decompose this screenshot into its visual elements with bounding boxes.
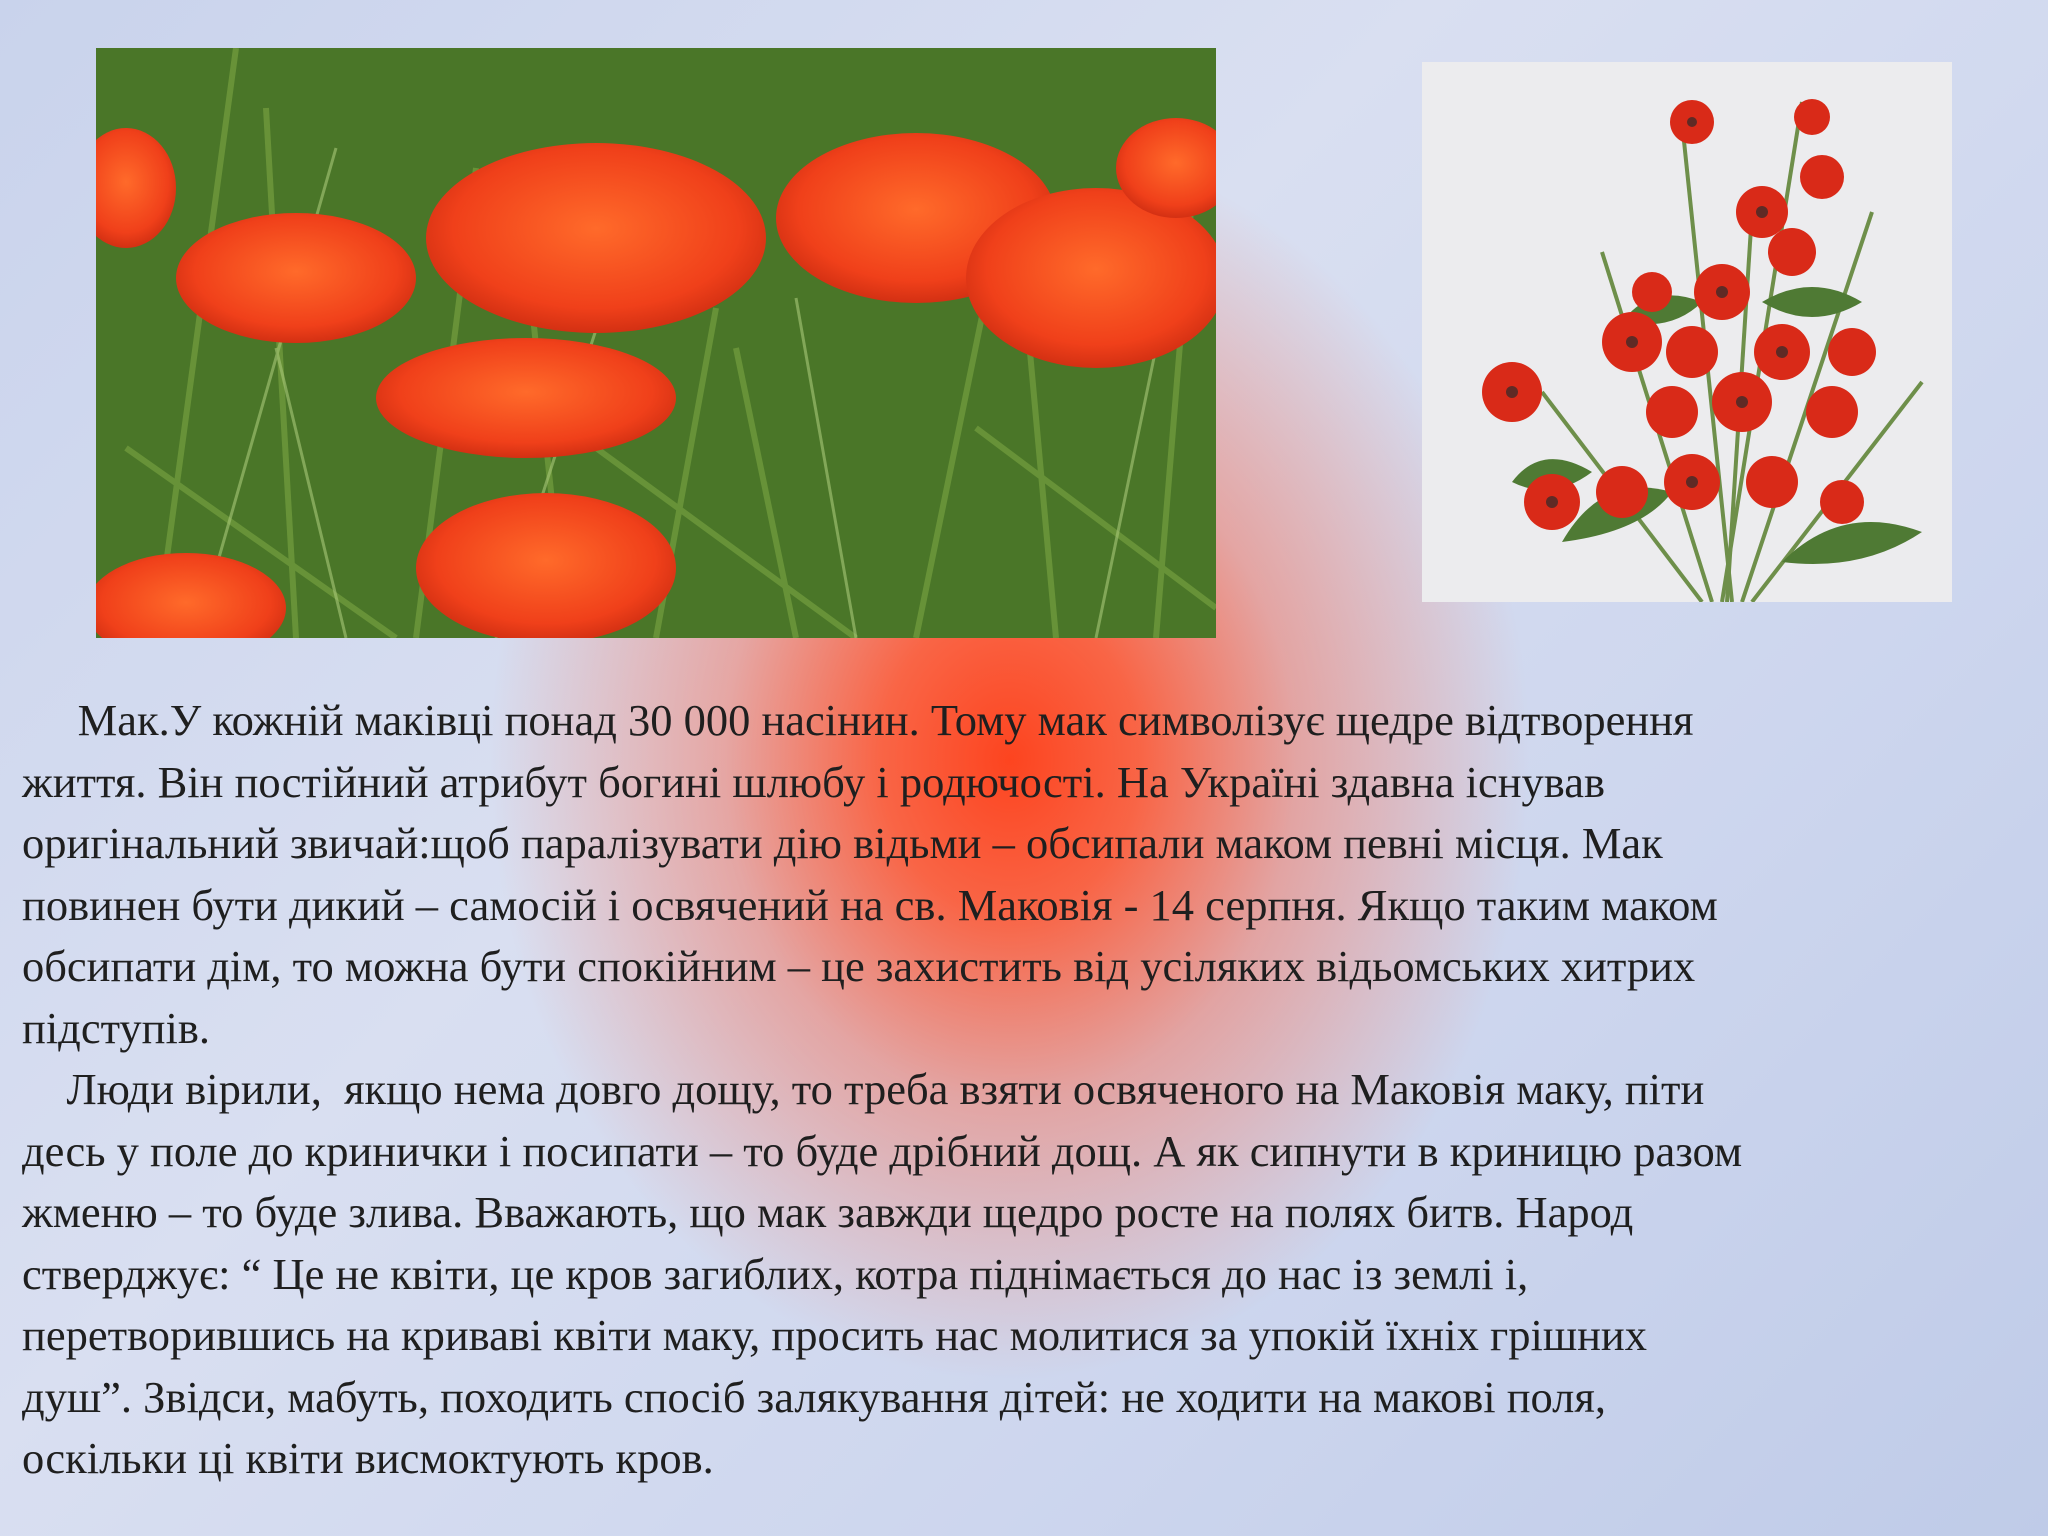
paragraph-1-line: підступів.: [22, 1002, 210, 1053]
paragraph-1-line: Мак.У кожній маківці понад 30 000 насінин. Тому мак символізує щедре відтворення: [22, 695, 1694, 745]
paragraph-1-line: обсипати дім, то можна бути спокійним – це захистить від усіляких відьомських хитрих: [22, 941, 1696, 991]
paragraph-1-line: оригінальний звичай:щоб паралізувати дію відьми – обсипали маком певні місця. Мак: [22, 818, 1663, 868]
poppy-caption-text: [22, 690, 2022, 1490]
paragraph-2-line: оскільки ці квіти висмоктують кров.: [22, 1433, 714, 1483]
poppy-field-image: [96, 48, 1216, 638]
poppy-bouquet-image: [1422, 62, 1952, 602]
paragraph-2-line: десь у поле до кринички і посипати – то буде дрібний дощ. А як сипнути в криницю разом: [22, 1125, 1743, 1176]
paragraph-2-line: стверджує: “ Це не квіти, це кров загиблих, котра піднімається до нас із землі і,: [22, 1248, 1529, 1299]
paragraph-1-line: життя. Він постійний атрибут богині шлюбу і родючості. На Україні здавна існував: [22, 756, 1605, 807]
paragraph-2-line: жменю – то буде злива. Вважають, що мак завжди щедро росте на полях битв. Народ: [22, 1187, 1634, 1237]
paragraph-1-line: повинен бути дикий – самосій і освячений на св. Маковія - 14 серпня. Якщо таким маком: [22, 879, 1718, 930]
paragraph-2-line: перетворившись на криваві квіти маку, просить нас молитися за упокій їхніх грішних: [22, 1310, 1647, 1360]
poppy-bouquet-photo: [1422, 62, 1952, 602]
poppy-field-photo: [96, 48, 1216, 638]
paragraph-2-line: Люди вірили, якщо нема довго дощу, то треба взяти освяченого на Маковія маку, піти: [22, 1064, 1705, 1114]
paragraph-2-line: душ”. Звідси, мабуть, походить спосіб залякування дітей: не ходити на макові поля,: [22, 1371, 1606, 1422]
